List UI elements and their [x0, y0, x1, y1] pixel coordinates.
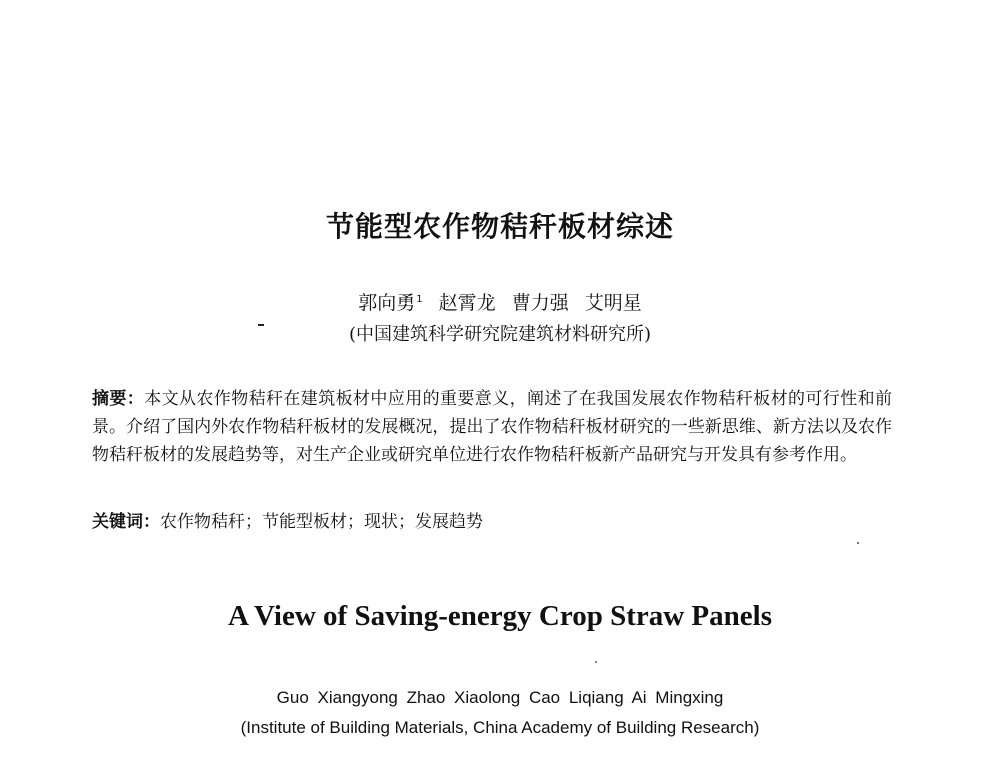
english-title: A View of Saving-energy Crop Straw Panels — [227, 600, 772, 632]
author-footnote-mark: 1 — [416, 293, 423, 305]
abstract-paragraph — [92, 385, 892, 469]
scan-speck — [857, 542, 859, 544]
english-authors: Guo Xiangyong Zhao Xiaolong Cao Liqiang Ai Mingxing — [276, 688, 724, 707]
first-author-cn: 郭向勇 — [358, 292, 416, 314]
chinese-title: 节能型农作物秸秆板材综述 — [325, 210, 674, 243]
abstract-label: 摘要： — [92, 389, 145, 409]
keywords-label: 关键词： — [92, 512, 160, 532]
abstract-text: 本文从农作物秸秆在建筑板材中应用的重要意义，阐述了在我国发展农作物秸秆板材的可行性和前景。介绍了国内外农作物秸秆板材的发展概况，提出了农作物秸秆板材研究的一些新思维、新方法以及农作物秸秆板材的发展趋势等，对生产企业或研究单位进行农作物秸秆板新产品研究与开发具有参考作用。 — [92, 389, 893, 465]
other-authors-cn: 赵霄龙 曹力强 艾明星 — [438, 292, 642, 314]
chinese-authors — [0, 288, 1000, 315]
chinese-affiliation: (中国建筑科学研究院建筑材料研究所) — [348, 324, 652, 345]
keywords-line — [92, 508, 892, 536]
scan-speck — [595, 661, 597, 663]
keywords-text: 农作物秸秆；节能型板材；现状；发展趋势 — [160, 512, 483, 532]
english-affiliation: (Institute of Building Materials, China Academy of Building Research) — [240, 718, 760, 737]
